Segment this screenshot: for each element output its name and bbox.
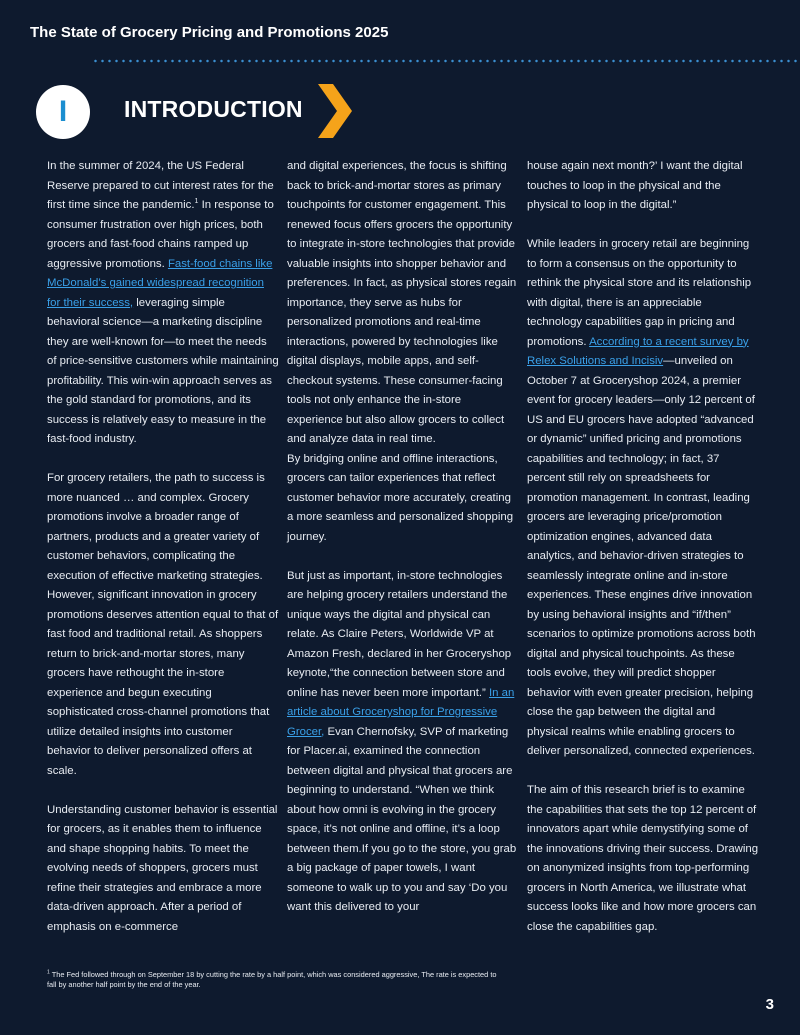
- column-1: [47, 157, 279, 937]
- page-number: 3: [765, 996, 774, 1013]
- document-title: The State of Grocery Pricing and Promotions 2025: [30, 24, 389, 41]
- mcdonalds-article-link[interactable]: Fast-food chains like McDonald’s gained widespread recognition for their success,: [47, 257, 273, 309]
- paragraph: While leaders in grocery retail are beginning to form a consensus on the opportunity to rethink the physical store and its relationship with digital, there is an appreciable technology capabilities gap in pricing and promotions. According to a recent survey by Relex Solutions and Incisiv—unveiled on October 7 at Groceryshop 2024, a premier event for grocery leaders—only 12 percent of US and EU grocers have adopted “advanced or dynamic” unified pricing and promotions capabilities and technology; in fact, 37 percent still rely on spreadsheets for promotion management. In contrast, leading grocers are leveraging price/promotion optimization engines, advanced data analytics, and behavior-driven strategies to seamlessly integrate online and in-store experiences. These engines drive innovation by using behavioral insights and “if/then” scenarios to optimize promotions across both digital and physical touchpoints. As these tools evolve, they will predict shopper behavior with even greater precision, helping close the gap between the digital and physical realms while enabling grocers to deliver personalized, connected experiences.: [527, 238, 756, 757]
- column-2: [287, 157, 519, 918]
- column-3: [527, 157, 759, 937]
- paragraph: In the summer of 2024, the US Federal Reserve prepared to cut interest rates for the first time since the pandemic.$^1$ In response to consumer frustration over high prices, both grocers and fast-food chains ramped up aggressive promotions. Fast-food chains like McDonald’s gained widespread recognition for their success, leveraging simple behavioral science—a marketing discipline they are well-known for—to meet the needs of price-sensitive customers while maintaining profitability. This win-win approach serves as the gold standard for promotions, and its success is relatively easy to measure in the fast-food industry.: [47, 160, 279, 445]
- paragraph: For grocery retailers, the path to success is more nuanced … and complex. Grocery promotions involve a broader range of partners, products and a greater variety of customer behaviors, complicating the execution of effective marketing strategies. However, significant innovation in grocery promotions deserves attention equal to that of fast food and traditional retail. As shoppers return to brick-and-mortar stores, many grocers have rethought the in-store experience and begun executing sophisticated cross-channel promotions that utilize detailed insights into customer behavior to deliver personalized offers at scale.: [47, 472, 279, 777]
- footnote: $^1$ The Fed followed through on September 18 by cutting the rate by a half point, which was considered aggressive, The rate is expected to fall by another half point by the end of the year.: [47, 969, 497, 989]
- section-numeral: I: [58, 95, 68, 128]
- footnote-reference: 1: [194, 198, 199, 206]
- paragraph: But just as important, in-store technologies are helping grocery retailers understand the unique ways the digital and physical can relate. As Claire Peters, Worldwide VP at Amazon Fresh, declared in her Groceryshop keynote,“the connection between store and online has never been more important.” In an article about Groceryshop for Progressive Grocer, Evan Chernofsky, SVP of marketing for Placer.ai, examined the connection between digital and physical that grocers are beginning to understand. “When we think about how omni is evolving in the grocery space, it’s not online and offline, it’s a loop between them.If you go to the store, you grab a big package of paper towels, I want someone to walk up to you and say ‘Do you want this delivered to your: [287, 569, 517, 913]
- section-numeral-badge: [36, 85, 90, 139]
- paragraph: The aim of this research brief is to examine the capabilities that sets the top 12 percent of innovators apart while demystifying some of the innovations driving their success. Drawing on anonymized insights from top-performing grocers in North America, we illustrate what success looks like and how more grocers can close the capabilities gap.: [527, 784, 759, 933]
- progressive-grocer-article-link[interactable]: In an article about Groceryshop for Progressive Grocer,: [287, 686, 515, 738]
- dotted-divider: [92, 59, 800, 63]
- footnote-marker: 1: [47, 969, 50, 976]
- chevron-right-icon: [316, 84, 354, 138]
- paragraph: house again next month?’ I want the digital touches to loop in the physical and the physical to loop in the digital.”: [527, 160, 743, 211]
- paragraph: By bridging online and offline interactions, grocers can tailor experiences that reflect customer behavior more accurately, creating a more seamless and personalized shopping journey.: [287, 452, 514, 543]
- paragraph: Understanding customer behavior is essential for grocers, as it enables them to influence and shape shopping habits. To meet the evolving needs of shoppers, grocers must refine their strategies and embrace a more data-driven approach. After a period of emphasis on e-commerce: [47, 803, 278, 933]
- section-heading: INTRODUCTION: [124, 96, 303, 122]
- paragraph: and digital experiences, the focus is shifting back to brick-and-mortar stores as primary touchpoints for customer engagement. This renewed focus offers grocers the opportunity to integrate in-store technologies that provide valuable insights into shopper behavior and preferences. In fact, as physical stores regain importance, they serve as hubs for personalized promotions and real-time interactions, powered by technologies like digital displays, mobile apps, and self-checkout systems. These consumer-facing tools not only enhance the in-store experience but also allow grocers to collect and analyze data in real time.: [287, 160, 517, 445]
- relex-survey-link[interactable]: According to a recent survey by Relex Solutions and Incisiv: [527, 335, 749, 367]
